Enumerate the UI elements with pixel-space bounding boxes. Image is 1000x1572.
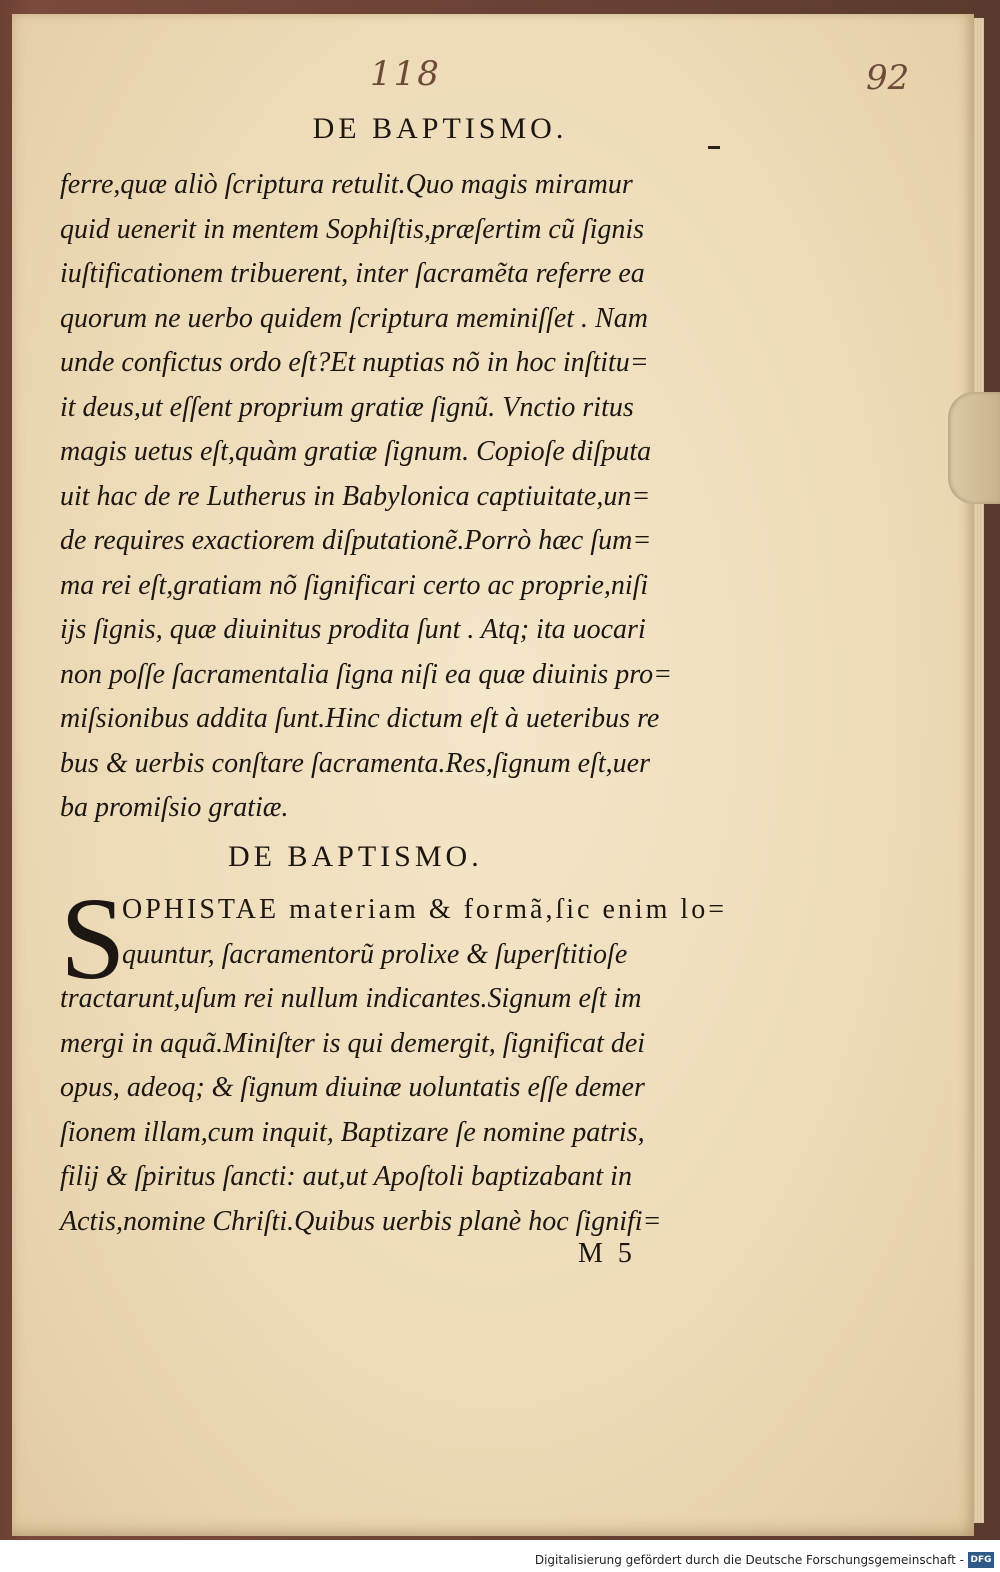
text-line: it deus,ut eſſent proprium gratiæ ſignũ. Vnctio ritus [60, 391, 634, 423]
text-line: iuſtificationem tribuerent, inter ſacramẽta referre ea [60, 258, 645, 289]
text-line: non poſſe ſacramentalia ſigna niſi ea quæ diuinis pro= [60, 658, 673, 690]
head-mark [708, 146, 720, 149]
text-line: ſionem illam,cum inquit, Baptizare ſe nomine patris, [60, 1116, 645, 1148]
signature-mark: M 5 [578, 1238, 636, 1269]
text-line: opus, adeoq; & ſignum diuinæ uoluntatis eſſe demer [60, 1072, 645, 1103]
text-line: quuntur, ſacramentorũ prolixe & ſuperſtitioſe [122, 938, 628, 970]
handwritten-folio-old: 118 [370, 54, 441, 94]
text-line: miſsionibus addita ſunt.Hinc dictum eſt à ueteribus re [60, 703, 660, 734]
section-heading: DE BAPTISMO. [228, 840, 483, 873]
handwritten-folio: 92 [866, 58, 910, 98]
text-line: unde confictus ordo eſt?Et nuptias nõ in hoc inſtitu= [60, 347, 649, 378]
text-line: Actis,nomine Chriſti.Quibus uerbis planè hoc ſignifi= [60, 1205, 662, 1237]
text-line: magis uetus eſt,quàm gratiæ ſignum. Copioſe diſputa [60, 436, 652, 467]
text-line: tractarunt,uſum rei nullum indicantes.Signum eſt im [60, 983, 642, 1014]
page-clasp [948, 392, 1000, 504]
text-line: filij & ſpiritus ſancti: aut,ut Apoſtoli baptizabant in [60, 1161, 632, 1192]
text-line: ijs ſignis, quæ diuinitus prodita ſunt . Atq; ita uocari [60, 614, 646, 645]
text-line: bus & uerbis conſtare ſacramenta.Res,ſignum eſt,uer [60, 747, 650, 779]
text-line: mergi in aquã.Miniſter is qui demergit, ſignificat dei [60, 1027, 646, 1059]
running-head: DE BAPTISMO. [312, 112, 568, 145]
text-line: ba promiſsio gratiæ. [60, 792, 289, 823]
dfg-logo-icon: DFG [968, 1552, 994, 1568]
text-line: OPHISTAE materiam & formã,ſic enim lo= [122, 894, 727, 925]
text-line: ferre,quæ aliò ſcriptura retulit.Quo magis miramur [60, 169, 633, 200]
main-text-block [60, 163, 772, 831]
drop-capital: S [60, 873, 126, 1004]
text-line: quorum ne uerbo quidem ſcriptura meminiſſet . Nam [60, 302, 648, 334]
digitization-credit: Digitalisierung gefördert durch die Deutsche Forschungsgemeinschaft - [534, 1553, 964, 1567]
text-line: de requires exactiorem diſputationẽ.Porrò hæc ſum= [60, 525, 652, 556]
text-line: uit hac de re Lutherus in Babylonica captiuitate,un= [60, 480, 651, 512]
text-line: ma rei eſt,gratiam nõ ſignificari certo ac proprie,niſi [60, 569, 649, 601]
section-text-block [60, 888, 772, 1244]
text-line: quid uenerit in mentem Sophiſtis,præſertim cũ ſignis [60, 213, 645, 245]
